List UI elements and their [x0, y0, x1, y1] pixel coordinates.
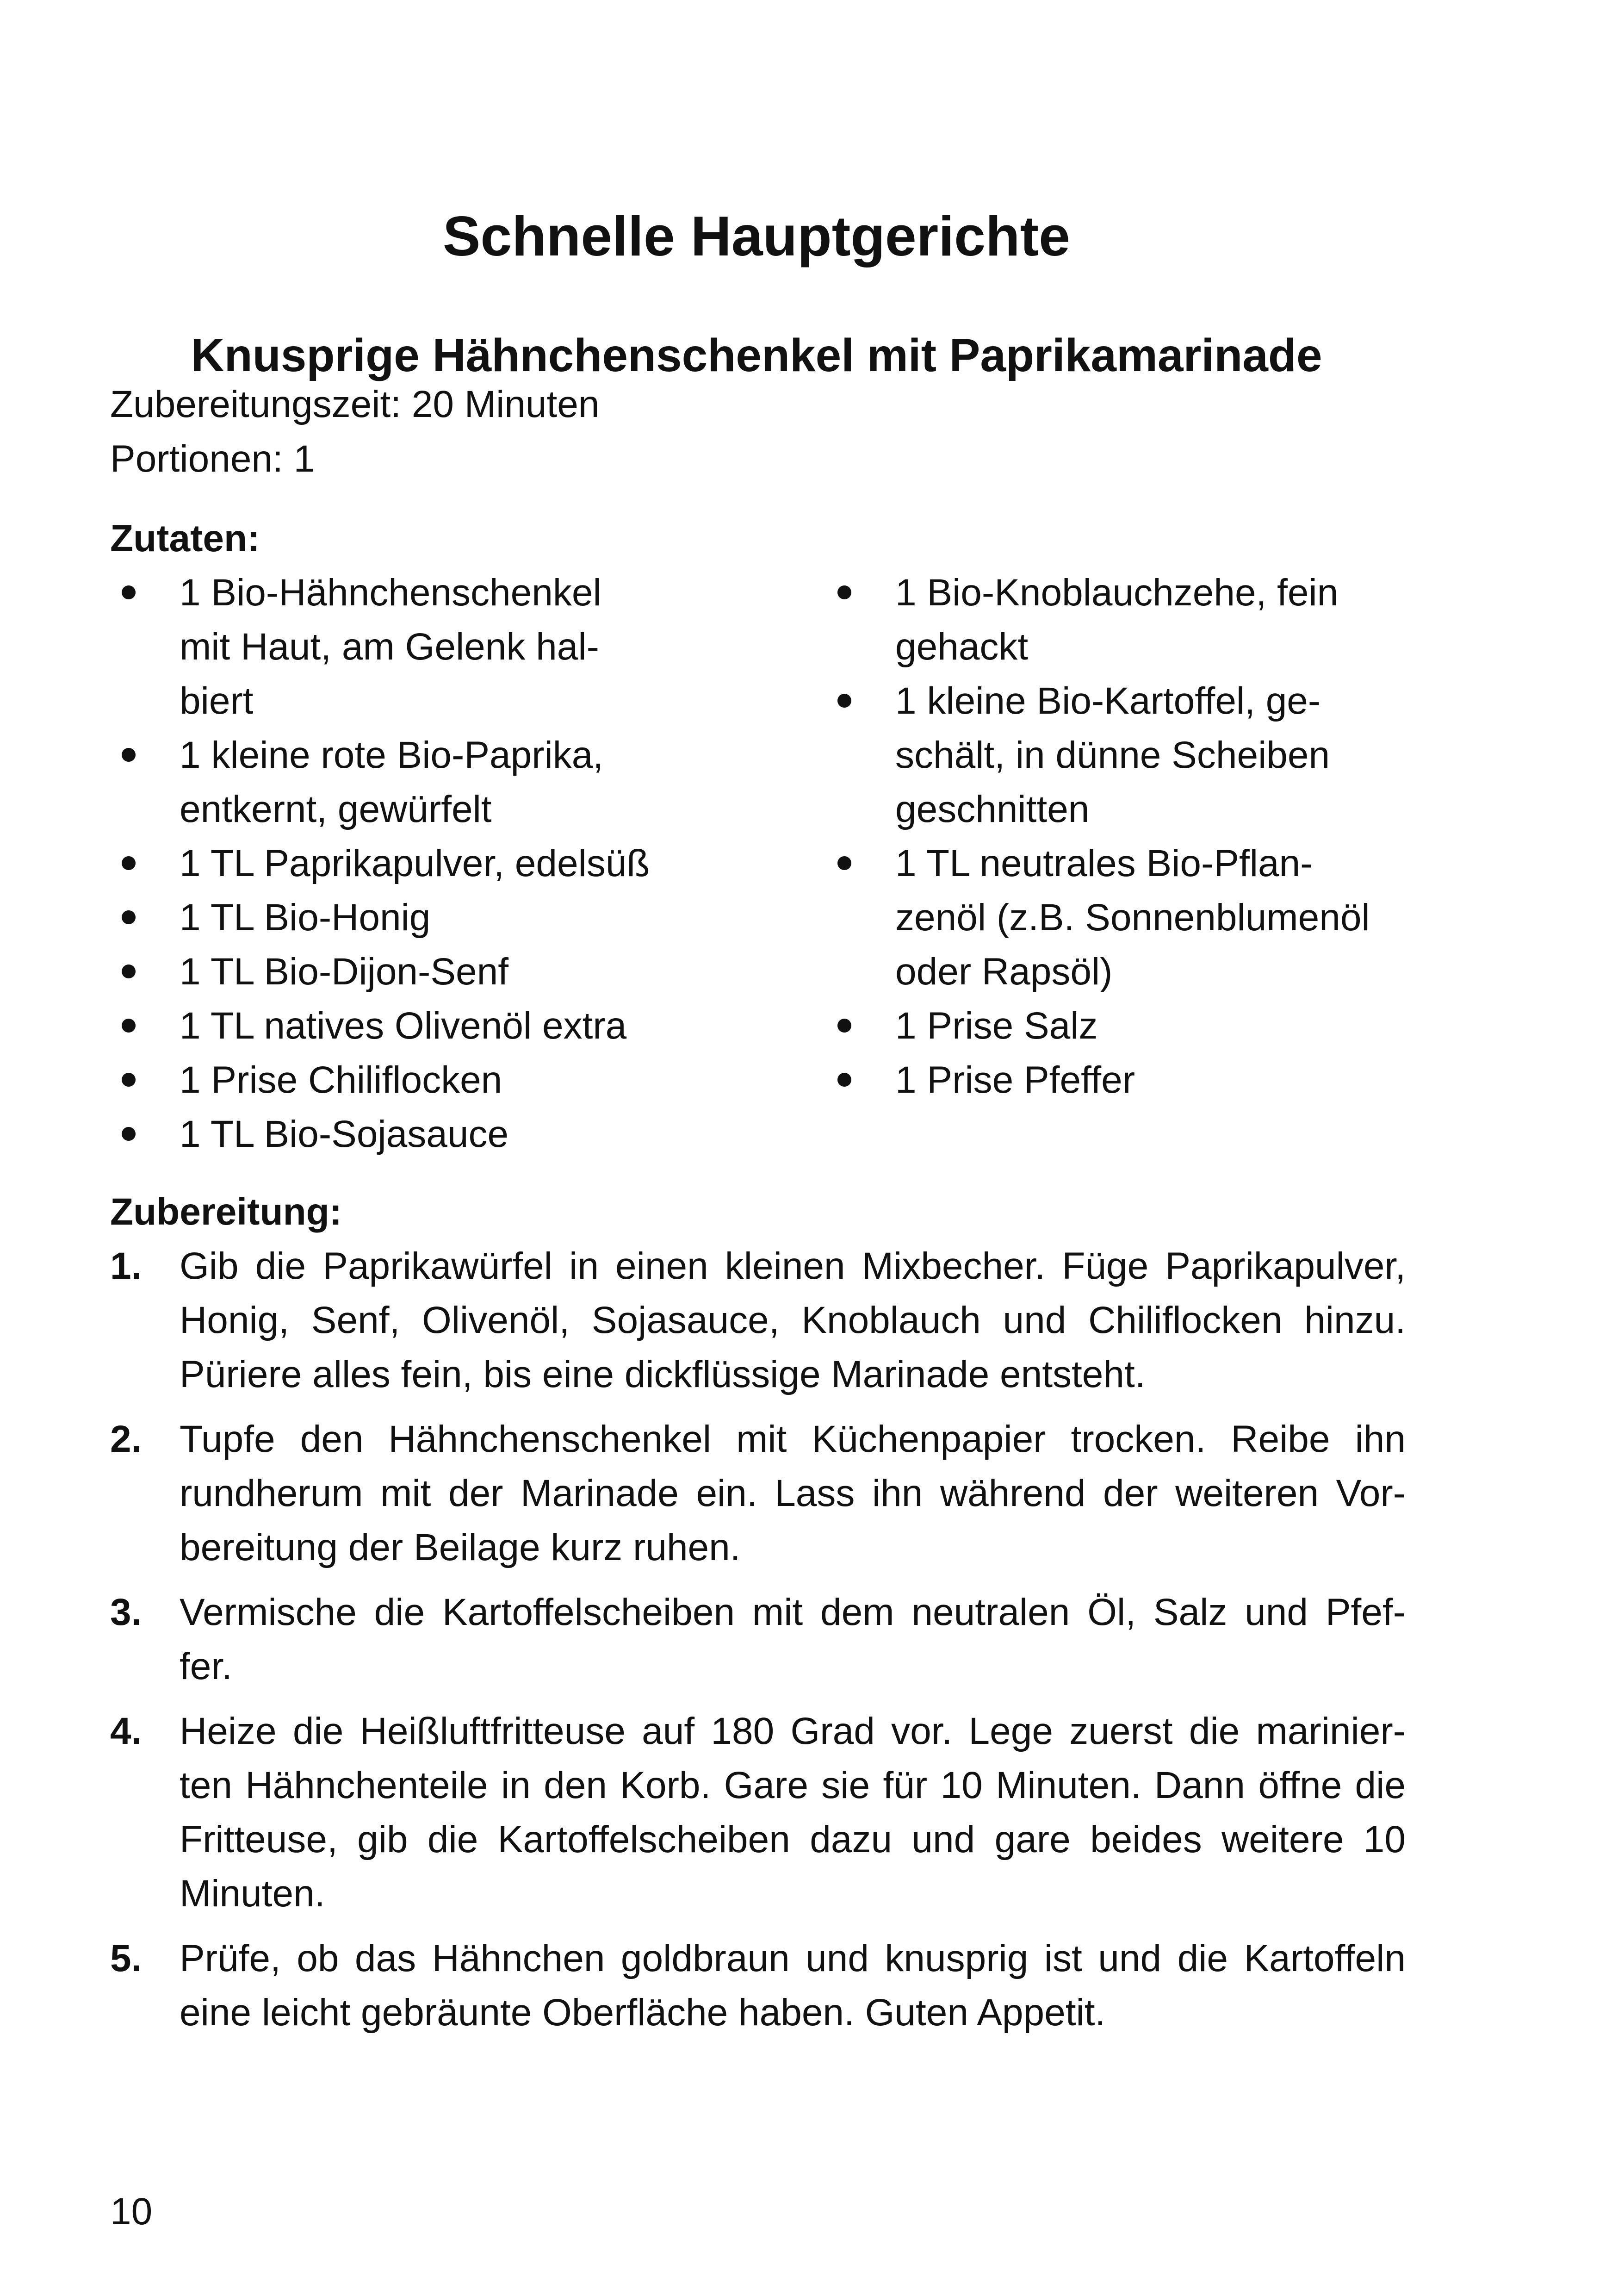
bullet-icon [826, 566, 863, 620]
step-number: 3. [110, 1591, 142, 1633]
ingredient-line: oder Rapsöl) [895, 951, 1113, 993]
page-title: Schnelle Hauptgerichte [443, 204, 1070, 268]
step-item [110, 1239, 1406, 1401]
recipe-title: Knusprige Hähnchenschenkel mit Paprikamarinade [191, 330, 1322, 381]
ingredient-item [110, 566, 698, 728]
step-line: Honig, Senf, Olivenöl, Sojasauce, Knoblauch und Chiliflocken hinzu. [180, 1299, 1406, 1341]
ingredient-line: schält, in dünne Scheiben [895, 734, 1330, 776]
step-line: ten Hähnchenteile in den Korb. Gare sie für 10 Minuten. Dann öffne die [180, 1764, 1406, 1806]
ingredient-item [826, 566, 1413, 674]
step-line: Vermische die Kartoffelscheiben mit dem neutralen Öl, Salz und Pfef- [180, 1591, 1406, 1633]
step-number: 1. [110, 1245, 142, 1287]
ingredient-line: gehackt [895, 626, 1029, 668]
bullet-icon [110, 945, 147, 999]
ingredient-item [826, 836, 1413, 999]
ingredient-line: 1 TL Paprikapulver, edelsüß [180, 842, 650, 884]
step-line: fer. [180, 1645, 232, 1687]
bullet-icon [110, 999, 147, 1053]
ingredient-line: geschnitten [895, 788, 1090, 830]
ingredient-line: 1 TL Bio-Honig [180, 896, 431, 939]
ingredient-line: 1 TL neutrales Bio-Pflan- [895, 842, 1313, 884]
ingredient-line: 1 kleine rote Bio-Paprika, [180, 734, 604, 776]
ingredient-line: 1 TL natives Olivenöl extra [180, 1005, 627, 1047]
page-number: 10 [110, 2190, 153, 2233]
bullet-icon [110, 836, 147, 890]
step-number: 4. [110, 1710, 142, 1752]
bullet-icon [110, 566, 147, 620]
ingredient-item [110, 728, 698, 836]
prep-time: Zubereitungszeit: 20 Minuten [110, 383, 600, 425]
servings: Portionen: 1 [110, 438, 315, 480]
ingredient-line: 1 Bio-Knoblauchzehe, fein [895, 572, 1339, 614]
step-line: Prüfe, ob das Hähnchen goldbraun und knusprig ist und die Kartoffeln [180, 1937, 1406, 1979]
bullet-icon [826, 836, 863, 890]
ingredient-line: entkernt, gewürfelt [180, 788, 492, 830]
step-line: Heize die Heißluftfritteuse auf 180 Grad vor. Lege zuerst die marinier- [180, 1710, 1406, 1752]
ingredients-heading: Zutaten: [110, 517, 260, 560]
ingredient-item [826, 999, 1413, 1053]
ingredient-line: 1 Bio-Hähnchenschenkel [180, 572, 601, 614]
ingredient-item [110, 999, 698, 1053]
ingredient-item [110, 945, 698, 999]
bullet-icon [110, 890, 147, 945]
ingredient-item [110, 890, 698, 945]
ingredient-line: 1 TL Bio-Sojasauce [180, 1113, 509, 1155]
step-line: Fritteuse, gib die Kartoffelscheiben dazu und gare beides weitere 10 [180, 1818, 1406, 1860]
ingredient-item [110, 836, 698, 890]
ingredients-list-right [826, 566, 1413, 1107]
step-line: Gib die Paprikawürfel in einen kleinen Mixbecher. Füge Paprikapulver, [180, 1245, 1406, 1287]
preparation-heading: Zubereitung: [110, 1191, 342, 1233]
ingredient-line: zenöl (z.B. Sonnenblumenöl [895, 896, 1370, 939]
preparation-steps [110, 1239, 1406, 2050]
ingredient-item [110, 1053, 698, 1107]
step-line: eine leicht gebräunte Oberfläche haben. Guten Appetit. [180, 1991, 1106, 2034]
bullet-icon [110, 1107, 147, 1161]
ingredient-line: 1 Prise Salz [895, 1005, 1098, 1047]
ingredient-line: biert [180, 680, 254, 722]
step-number: 2. [110, 1418, 142, 1460]
ingredient-item [826, 1053, 1413, 1107]
step-item [110, 1931, 1406, 2040]
step-item [110, 1585, 1406, 1693]
step-item [110, 1704, 1406, 1921]
bullet-icon [826, 999, 863, 1053]
step-item [110, 1412, 1406, 1574]
step-line: Püriere alles fein, bis eine dickflüssige Marinade entsteht. [180, 1353, 1146, 1395]
ingredient-line: mit Haut, am Gelenk hal- [180, 626, 599, 668]
step-line: bereitung der Beilage kurz ruhen. [180, 1526, 741, 1568]
ingredient-line: 1 Prise Chiliflocken [180, 1059, 502, 1101]
step-line: rundherum mit der Marinade ein. Lass ihn während der weiteren Vor- [180, 1472, 1406, 1514]
bullet-icon [110, 1053, 147, 1107]
ingredient-item [110, 1107, 698, 1161]
recipe-meta [110, 377, 600, 486]
step-number: 5. [110, 1937, 142, 1979]
ingredient-line: 1 TL Bio-Dijon-Senf [180, 951, 509, 993]
ingredient-item [826, 674, 1413, 836]
ingredients-list-left [110, 566, 698, 1161]
bullet-icon [826, 674, 863, 728]
ingredient-line: 1 kleine Bio-Kartoffel, ge- [895, 680, 1321, 722]
step-line: Minuten. [180, 1873, 325, 1915]
step-line: Tupfe den Hähnchenschenkel mit Küchenpapier trocken. Reibe ihn [180, 1418, 1406, 1460]
ingredient-line: 1 Prise Pfeffer [895, 1059, 1135, 1101]
bullet-icon [110, 728, 147, 782]
bullet-icon [826, 1053, 863, 1107]
